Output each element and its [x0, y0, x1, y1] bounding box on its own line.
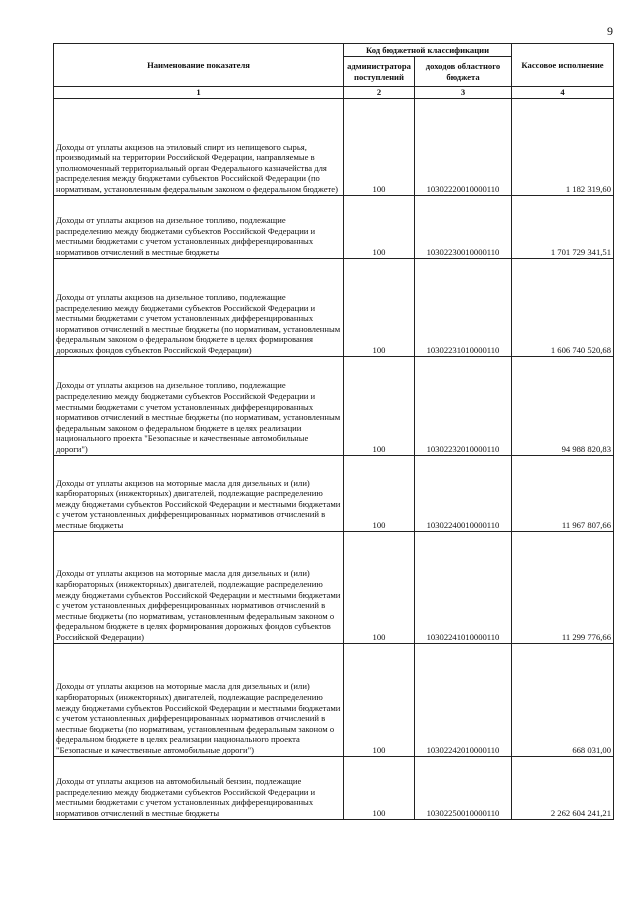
table-row	[54, 756, 614, 819]
cash-execution-amount: 11 299 776,66	[512, 531, 614, 643]
column-number: 2	[344, 87, 415, 99]
header-regional-income: доходов областного бюджета	[415, 57, 512, 87]
cash-execution-amount: 11 967 807,66	[512, 455, 614, 531]
administrator-code: 100	[344, 195, 415, 258]
column-number: 3	[415, 87, 512, 99]
table-row	[54, 356, 614, 455]
income-code: 10302231010000110	[415, 258, 512, 356]
table-row	[54, 531, 614, 643]
income-code: 10302232010000110	[415, 356, 512, 455]
header-cash-execution: Кассовое исполнение	[512, 44, 614, 87]
income-code: 10302241010000110	[415, 531, 512, 643]
column-number: 1	[54, 87, 344, 99]
header-indicator-name: Наименование показателя	[54, 44, 344, 87]
cash-execution-amount: 1 182 319,60	[512, 98, 614, 195]
table-row	[54, 258, 614, 356]
administrator-code: 100	[344, 643, 415, 756]
administrator-code: 100	[344, 531, 415, 643]
indicator-name: Доходы от уплаты акцизов на моторные масла для дизельных и (или) карбюраторных (инжекторных) двигателей, подлежащие распределению между бюджетами субъектов Российской Федерации и местными бюджетами с учетом установленных дифференцированных нормативов отчислений в местные бюджеты	[54, 455, 344, 531]
cash-execution-amount: 94 988 820,83	[512, 356, 614, 455]
administrator-code: 100	[344, 356, 415, 455]
administrator-code: 100	[344, 455, 415, 531]
income-code: 10302242010000110	[415, 643, 512, 756]
indicator-name: Доходы от уплаты акцизов на дизельное топливо, подлежащие распределению между бюджетами субъектов Российской Федерации и местными бюджетами с учетом установленных дифференцированных нормативов отчислений в местные бюджеты (по нормативам, установленным федеральным законом о федеральном бюджете в целях реализации национального проекта "Безопасные и качественные автомобильные дороги")	[54, 356, 344, 455]
column-number: 4	[512, 87, 614, 99]
cash-execution-amount: 668 031,00	[512, 643, 614, 756]
header-kbk-group: Код бюджетной классификации	[344, 44, 512, 57]
header-administrator: администратора поступлений	[344, 57, 415, 87]
revenue-table	[53, 43, 614, 820]
indicator-name: Доходы от уплаты акцизов на дизельное топливо, подлежащие распределению между бюджетами субъектов Российской Федерации и местными бюджетами с учетом установленных дифференцированных нормативов отчислений в местные бюджеты (по нормативам, установленным федеральным законом о федеральном бюджете в целях формирования дорожных фондов субъектов Российской Федерации)	[54, 258, 344, 356]
table-row	[54, 195, 614, 258]
income-code: 10302250010000110	[415, 756, 512, 819]
indicator-name: Доходы от уплаты акцизов на моторные масла для дизельных и (или) карбюраторных (инжекторных) двигателей, подлежащие распределению между бюджетами субъектов Российской Федерации и местными бюджетами с учетом установленных дифференцированных нормативов отчислений в местные бюджеты (по нормативам, установленным федеральным законом о федеральном бюджете в целях формирования дорожных фондов субъектов Российской Федерации)	[54, 531, 344, 643]
cash-execution-amount: 1 701 729 341,51	[512, 195, 614, 258]
income-code: 10302220010000110	[415, 98, 512, 195]
administrator-code: 100	[344, 98, 415, 195]
table-row	[54, 98, 614, 195]
indicator-name: Доходы от уплаты акцизов на дизельное топливо, подлежащие распределению между бюджетами субъектов Российской Федерации и местными бюджетами с учетом установленных дифференцированных нормативов отчислений в местные бюджеты	[54, 195, 344, 258]
income-code: 10302230010000110	[415, 195, 512, 258]
cash-execution-amount: 1 606 740 520,68	[512, 258, 614, 356]
indicator-name: Доходы от уплаты акцизов на этиловый спирт из непищевого сырья, производимый на территории Российской Федерации, направляемые в уполномоченный территориальный орган Федерального казначейства для распределения между бюджетами субъектов Российской Федерации (по нормативам, установленным федеральным законом о федеральном бюджете)	[54, 98, 344, 195]
indicator-name: Доходы от уплаты акцизов на автомобильный бензин, подлежащие распределению между бюджетами субъектов Российской Федерации и местными бюджетами с учетом установленных дифференцированных нормативов отчислений в местные бюджеты	[54, 756, 344, 819]
administrator-code: 100	[344, 756, 415, 819]
cash-execution-amount: 2 262 604 241,21	[512, 756, 614, 819]
income-code: 10302240010000110	[415, 455, 512, 531]
page-number: 9	[607, 24, 613, 38]
table-row	[54, 455, 614, 531]
administrator-code: 100	[344, 258, 415, 356]
indicator-name: Доходы от уплаты акцизов на моторные масла для дизельных и (или) карбюраторных (инжекторных) двигателей, подлежащие распределению между бюджетами субъектов Российской Федерации и местными бюджетами с учетом установленных дифференцированных нормативов отчислений в местные бюджеты (по нормативам, установленным федеральным законом о федеральном бюджете в целях реализации национального проекта "Безопасные и качественные автомобильные дороги")	[54, 643, 344, 756]
table-row	[54, 643, 614, 756]
